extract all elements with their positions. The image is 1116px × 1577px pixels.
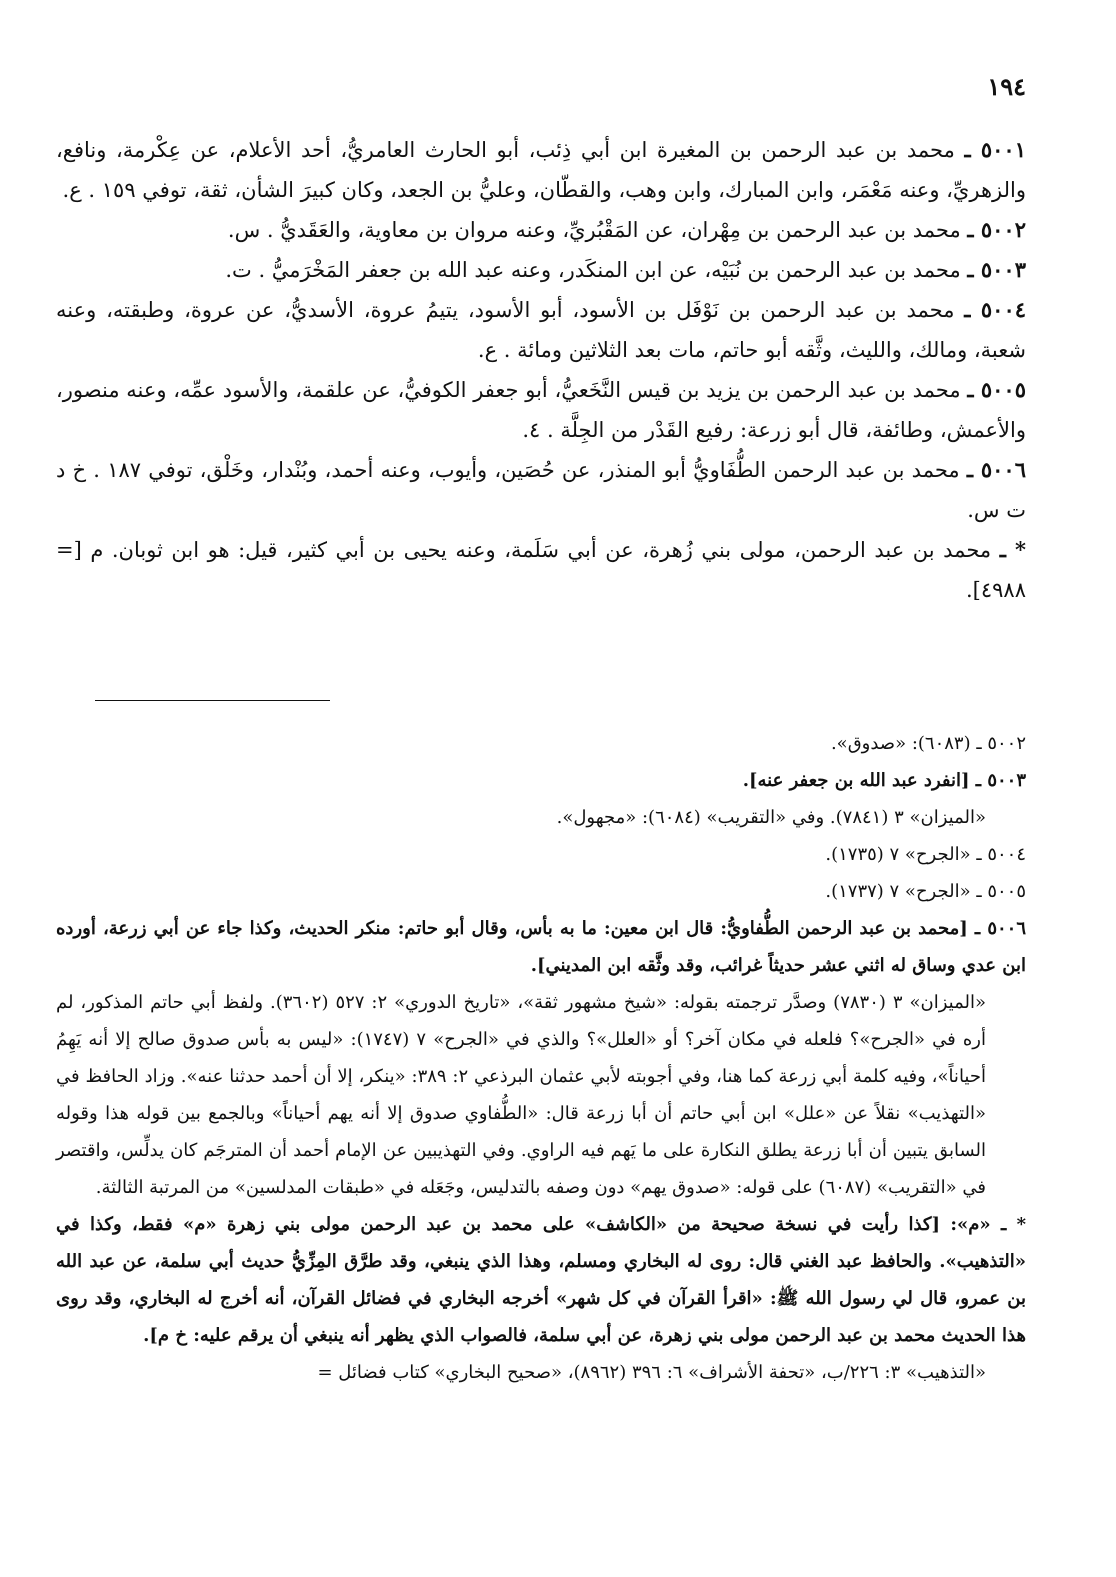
entry-5003 — [56, 250, 1026, 290]
footnote: «الميزان» ٣ (٧٨٣٠) وصدَّر ترجمته بقوله: «شيخ مشهور ثقة»، «تاريخ الدوري» ٢: ٥٢٧ (٣٦٠٢). ولفظ أبي حاتم المذكور، لم أره في «الجرح»؟ فلعله في مكان آخر؟ أو «العلل»؟ والذي في «الجرح» ٧ (١٧٤٧): «ليس به بأس صدوق صالح إلا أنه يَهِمُ أحياناً»، وفيه كلمة أبي زرعة كما هنا، وفي أجوبته لأبي عثمان البرذعي ٢: ٣٨٩: «ينكر، إلا أن أحمد حدثنا عنه». وزاد الحافظ في «التهذيب» نقلاً عن «علل» ابن أبي حاتم أن أبا زرعة قال: «الطُّفاوي صدوق إلا أنه يهم أحياناً» وبالجمع بين قوله هذا وقوله السابق يتبين أن أبا زرعة يطلق النكارة على ما يَهم فيه الراوي. وفي التهذيبين عن الإمام أحمد أن المترجَم كان يدلِّس، واقتصر في «التقريب» (٦٠٨٧) على قوله: «صدوق يهم» دون وصفه بالتدليس، وجَعَله في «طبقات المدلسين» من المرتبة الثالثة. — [56, 992, 987, 1198]
entry-number: ٥٠٠٥ ـ — [967, 377, 1026, 402]
footnote: ٥٠٠٣ ـ [انفرد عبد الله بن جعفر عنه]. — [742, 770, 1026, 791]
entry-text: محمد بن عبد الرحمن الطُّفَاويُّ أبو المنذر، عن حُصَين، وأيوب، وعنه أحمد، وبُنْدار، وخَلْق، توفي ١٨٧ . خ د ت س. — [56, 458, 1026, 522]
entry-5001 — [56, 130, 1026, 210]
entry-number: ٥٠٠٢ ـ — [967, 217, 1026, 242]
footnote-divider — [95, 700, 330, 701]
entry-text: محمد بن عبد الرحمن بن يزيد بن قيس النَّخَعيُّ، أبو جعفر الكوفيُّ، عن علقمة، والأسود عمِّه، وعنه منصور، والأعمش، وطائفة، قال أبو زرعة: رفيع القَدْر من الجِلَّة . ٤. — [56, 378, 1026, 442]
biography-entries — [56, 130, 1026, 610]
footnote: ٥٠٠٢ ـ (٦٠٨٣): «صدوق». — [830, 733, 1026, 754]
entry-text: محمد بن عبد الرحمن بن مِهْران، عن المَقْبُريِّ، وعنه مروان بن معاوية، والعَقَديُّ . س. — [227, 218, 961, 242]
page-number: ١٩٤ — [987, 72, 1026, 101]
entry-number: ٥٠٠٦ ـ — [966, 457, 1026, 482]
footnote: ٥٠٠٥ ـ «الجرح» ٧ (١٧٣٧). — [825, 881, 1026, 902]
entry-number: ٥٠٠١ ـ — [964, 137, 1026, 162]
entry-number: ٥٠٠٣ ـ — [967, 257, 1026, 282]
footnotes — [56, 725, 1026, 1391]
footnote: * ـ «م»: [كذا رأيت في نسخة صحيحة من «الكاشف» على محمد بن عبد الرحمن مولى بني زهرة «م» فقط، وكذا في «التذهيب». والحافظ عبد الغني قال: روى له البخاري ومسلم، وهذا الذي ينبغي، وقد طرَّق المِزِّيُّ حديث أبي سلمة، عن عبد الله بن عمرو، قال لي رسول الله ﷺ: «اقرأ القرآن في كل شهر» أخرجه البخاري في فضائل القرآن، أنه أخرج له البخاري، وقد روى هذا الحديث محمد بن عبد الرحمن مولى بني زهرة، عن أبي سلمة، فالصواب الذي يظهر أنه ينبغي أن يرقم عليه: خ م]. — [56, 1214, 1026, 1346]
entry-5004 — [56, 290, 1026, 370]
entry-number: ٥٠٠٤ ـ — [964, 297, 1027, 322]
footnote: «الميزان» ٣ (٧٨٤١). وفي «التقريب» (٦٠٨٤): «مجهول». — [556, 807, 986, 828]
entry-number: * ـ — [999, 537, 1026, 562]
footnote: ٥٠٠٤ ـ «الجرح» ٧ (١٧٣٥). — [825, 844, 1026, 865]
entry-star — [56, 530, 1026, 610]
entry-5006 — [56, 450, 1026, 530]
footnote: «التذهيب» ٣: ٢٢٦/ب، «تحفة الأشراف» ٦: ٣٩٦ (٨٩٦٢)، «صحيح البخاري» كتاب فضائل = — [317, 1362, 986, 1383]
entry-text: محمد بن عبد الرحمن، مولى بني زُهرة، عن أبي سَلَمة، وعنه يحيى بن أبي كثير، قيل: هو ابن ثوبان. م [= ٤٩٨٨]. — [56, 538, 1026, 602]
footnote: ٥٠٠٦ ـ [محمد بن عبد الرحمن الطُّفاويُّ: قال ابن معين: ما به بأس، وقال أبو حاتم: منكر الحديث، وكذا جاء عن أبي زرعة، أورده ابن عدي وساق له اثني عشر حديثاً غرائب، وقد وثَّقه ابن المديني]. — [56, 918, 1026, 976]
entry-text: محمد بن عبد الرحمن بن نَوْفَل بن الأسود، أبو الأسود، يتيمُ عروة، الأسديُّ، عن عروة، وطبقته، وعنه شعبة، ومالك، والليث، وثَّقه أبو حاتم، مات بعد الثلاثين ومائة . ع. — [56, 298, 1026, 362]
entry-5002 — [56, 210, 1026, 250]
entry-text: محمد بن عبد الرحمن بن المغيرة ابن أبي ذِئب، أبو الحارث العامريُّ، أحد الأعلام، عن عِكْرمة، ونافع، والزهريِّ، وعنه مَعْمَر، وابن المبارك، وابن وهب، والقطّان، وعليُّ بن الجعد، وكان كبيرَ الشأن، ثقة، توفي ١٥٩ . ع. — [56, 138, 1026, 202]
entry-5005 — [56, 370, 1026, 450]
entry-text: محمد بن عبد الرحمن بن نُبَيْه، عن ابن المنكَدر، وعنه عبد الله بن جعفر المَخْرَميُّ . ت. — [225, 258, 961, 282]
